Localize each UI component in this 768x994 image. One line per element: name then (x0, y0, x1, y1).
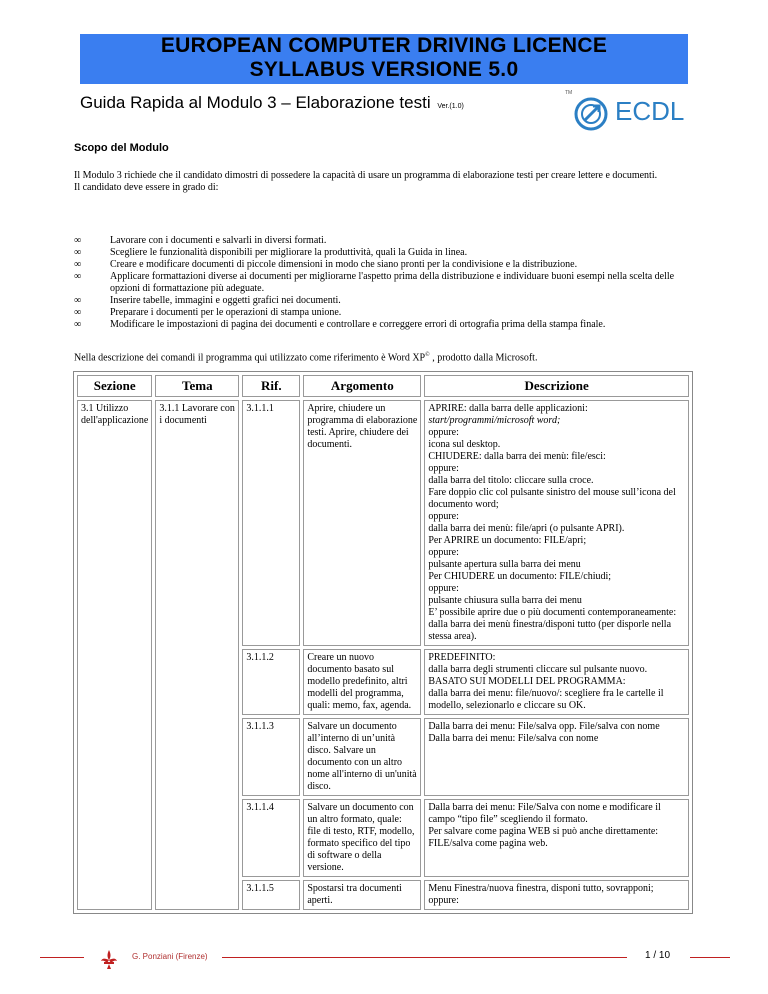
florence-lily-icon (98, 948, 120, 970)
rif-cell: 3.1.1.3 (242, 718, 300, 796)
footer-rule-right (690, 957, 730, 958)
argomento-cell: Aprire, chiudere un programma di elaborazione testi. Aprire, chiudere dei documenti. (303, 400, 421, 646)
header-rif: Rif. (242, 375, 300, 397)
scope-paragraph-1: Il Modulo 3 richiede che il candidato dimostri di possedere la capacità di usare un programma di elaborazione testi per creare lettere e documenti. (74, 170, 658, 181)
scope-paragraph-2: Il candidato deve essere in grado di: (74, 182, 219, 193)
subtitle-text: Guida Rapida al Modulo 3 – Elaborazione testi (80, 93, 431, 112)
bullet-symbol: ∞ (74, 247, 82, 258)
footer-author: G. Ponziani (Firenze) (132, 952, 208, 961)
descrizione-cell: Dalla barra dei menu: File/salva opp. File/salva con nome Dalla barra dei menu: File/salva con nome (424, 718, 689, 796)
page-footer (0, 948, 768, 968)
objective-item: ∞ Lavorare con i documenti e salvarli in diversi formati. (74, 235, 327, 246)
scope-intro (74, 170, 692, 194)
objective-item: ∞ Inserire tabelle, immagini e oggetti grafici nei documenti. (74, 295, 341, 306)
descrizione-cell: APRIRE: dalla barra delle applicazioni: start/programmi/microsoft word; oppure: icona sul desktop. CHIUDERE: dalla barra dei menù: file/esci: oppure: dalla barra del titolo: cliccare sulla croce. Fare doppio clic col pulsante sinistro del mouse sull’icona del documento word; oppure: dalla barra dei menù: file/apri (o pulsante APRI). Per APRIRE un documento: FILE/apri; oppure: pulsante apertura sulla barra dei menu Per CHIUDERE un documento: FILE/chiudi; oppure: pulsante chiusura sulla barra dei menu E’ possibile aprire due o più documenti contemporaneamente: dalla barra dei menù finestra/disponi tutto (per disporle nella stessa area). (424, 400, 689, 646)
footer-rule-left (40, 957, 84, 958)
header-descrizione: Descrizione (424, 375, 689, 397)
argomento-cell: Spostarsi tra documenti aperti. (303, 880, 421, 910)
scope-heading: Scopo del Modulo (74, 142, 169, 154)
ecdl-globe-icon (573, 96, 609, 132)
objective-item: ∞ Modificare le impostazioni di pagina dei documenti e controllare e correggere errori di ortografia prima della stampa finale. (74, 319, 606, 330)
rif-cell: 3.1.1.2 (242, 649, 300, 715)
copyright-mark: © (425, 352, 430, 358)
title-banner (80, 34, 688, 84)
rif-cell: 3.1.1.1 (242, 400, 300, 646)
trademark-mark: TM (565, 90, 573, 96)
title-line-2: SYLLABUS VERSIONE 5.0 (249, 58, 519, 81)
table-header-row (77, 375, 689, 397)
descrizione-cell: Dalla barra dei menu: File/Salva con nome e modificare il campo “tipo file” scegliendo il formato. Per salvare come pagina WEB si può anche direttamente: FILE/salva come pagina web. (424, 799, 689, 877)
header-tema: Tema (155, 375, 239, 397)
document-subtitle (80, 93, 464, 113)
descrizione-cell: PREDEFINITO: dalla barra degli strumenti cliccare sul pulsante nuovo. BASATO SUI MODELLI DEL PROGRAMMA: dalla barra dei menu: file/nuovo/: scegliere fra le cartelle il modello, selezionarlo e cliccare su OK. (424, 649, 689, 715)
bullet-symbol: ∞ (74, 307, 82, 318)
section-cell: 3.1 Utilizzo dell'applicazione (77, 400, 152, 910)
bullet-symbol: ∞ (74, 259, 82, 270)
bullet-symbol: ∞ (74, 271, 82, 282)
syllabus-table (73, 371, 693, 914)
objectives-list (74, 235, 692, 331)
header-argomento: Argomento (303, 375, 421, 397)
version-label: Ver.(1.0) (437, 103, 464, 110)
reference-note: Nella descrizione dei comandi il programma qui utilizzato come riferimento è Word XP© , prodotto dalla Microsoft. (74, 352, 538, 364)
header-sezione: Sezione (77, 375, 152, 397)
objective-item: ∞ Applicare formattazioni diverse ai documenti per migliorarne l'aspetto prima della distribuzione e individuare buoni esempi nella scelta delle opzioni di formattazione più adeguate. (74, 271, 675, 294)
bullet-symbol: ∞ (74, 295, 82, 306)
rif-cell: 3.1.1.4 (242, 799, 300, 877)
argomento-cell: Salvare un documento con un altro formato, quale: file di testo, RTF, modello, formato specifico del tipo di software o della versione. (303, 799, 421, 877)
page-number: 1 / 10 (645, 950, 671, 961)
bullet-symbol: ∞ (74, 235, 82, 246)
ecdl-logo-text: ECDL (615, 96, 685, 126)
table-row (77, 400, 689, 646)
footer-rule-middle (222, 957, 627, 958)
objective-item: ∞ Creare e modificare documenti di piccole dimensioni in modo che siano pronti per la condivisione e la distribuzione. (74, 259, 578, 270)
bullet-symbol: ∞ (74, 319, 82, 330)
title-line-1: EUROPEAN COMPUTER DRIVING LICENCE (160, 34, 608, 57)
tema-cell: 3.1.1 Lavorare con i documenti (155, 400, 239, 910)
objective-item: ∞ Preparare i documenti per le operazioni di stampa unione. (74, 307, 342, 318)
descrizione-cell: Menu Finestra/nuova finestra, disponi tutto, sovrapponi; oppure: (424, 880, 689, 910)
ecdl-logo (565, 90, 695, 132)
argomento-cell: Salvare un documento all’interno di un’unità disco. Salvare un documento con un altro nome all'interno di un'unità disco. (303, 718, 421, 796)
argomento-cell: Creare un nuovo documento basato sul modello predefinito, altri modelli del programma, quali: memo, fax, agenda. (303, 649, 421, 715)
objective-item: ∞ Scegliere le funzionalità disponibili per migliorare la produttività, quali la Guida in linea. (74, 247, 468, 258)
rif-cell: 3.1.1.5 (242, 880, 300, 910)
